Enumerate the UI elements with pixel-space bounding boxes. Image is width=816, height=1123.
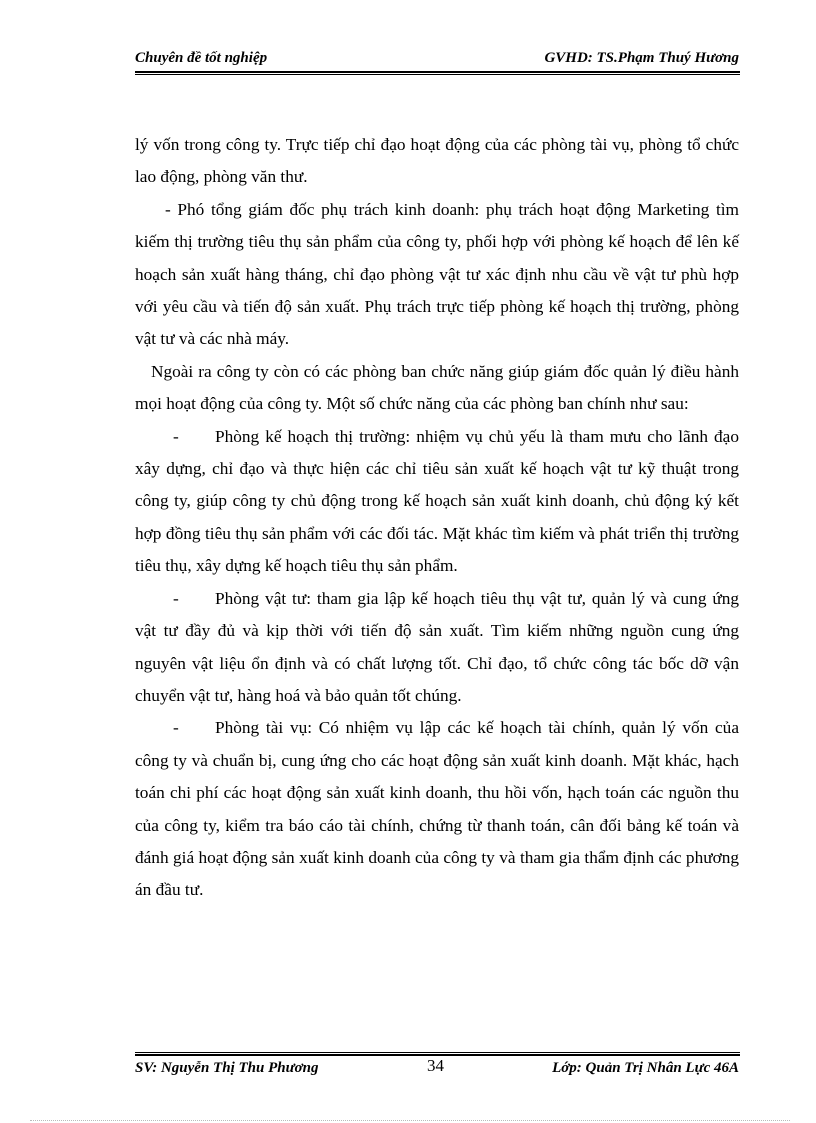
paragraph-continuation: lý vốn trong công ty. Trực tiếp chỉ đạo hoạt động của các phòng tài vụ, phòng tổ chức lao động, phòng văn thư. xyxy=(135,135,739,187)
list-item-planning-department xyxy=(135,421,739,583)
body-text xyxy=(135,129,739,907)
header-document-title: Chuyên đề tốt nghiệp xyxy=(135,50,268,66)
list-item-finance-department xyxy=(135,712,739,906)
page-footer xyxy=(135,1056,739,1082)
bullet-dash: - xyxy=(173,426,179,446)
page-header xyxy=(135,48,739,70)
footer-class-name: Lớp: Quản Trị Nhân Lực 46A xyxy=(552,1060,739,1076)
paragraph-deputy-director: - Phó tổng giám đốc phụ trách kinh doanh: phụ trách hoạt động Marketing tìm kiếm thị trường tiêu thụ sản phẩm của công ty, phối hợp với phòng kế hoạch để lên kế hoạch sản xuất hàng tháng, chỉ đạo phòng vật tư xác định nhu cầu về vật tư phù hợp với yêu cầu và tiến độ sản xuất. Phụ trách trực tiếp phòng kế hoạch thị trường, phòng vật tư và các nhà máy. xyxy=(135,199,739,349)
header-divider xyxy=(135,71,740,73)
bullet-dash: - xyxy=(173,718,179,738)
header-supervisor: GVHD: TS.Phạm Thuý Hương xyxy=(544,50,739,66)
page-edge-line xyxy=(30,1120,790,1121)
footer-divider-thin xyxy=(135,1052,740,1053)
page-number: 34 xyxy=(427,1056,444,1075)
list-item-text: Phòng vật tư: tham gia lập kế hoạch tiêu thụ vật tư, quản lý và cung ứng vật tư đầy đủ và kịp thời với tiến độ sản xuất. Tìm kiếm những nguồn cung ứng nguyên vật liệu ổn định và có chất lượng tốt. Chỉ đạo, tổ chức công tác bốc dỡ vận chuyển vật tư, hàng hoá và bảo quản tốt chúng. xyxy=(135,588,739,705)
footer-student-name: SV: Nguyễn Thị Thu Phương xyxy=(135,1060,319,1076)
list-item-text: Phòng kế hoạch thị trường: nhiệm vụ chủ yếu là tham mưu cho lãnh đạo xây dựng, chỉ đạo và thực hiện các chỉ tiêu sản xuất kế hoạch vật tư kỹ thuật trong công ty, giúp công ty chủ động trong kế hoạch sản xuất kinh doanh, chủ động ký kết hợp đồng tiêu thụ sản phẩm với các đối tác. Mặt khác tìm kiếm và phát triển thị trường tiêu thụ, xây dựng kế hoạch tiêu thụ sản phẩm. xyxy=(135,426,739,576)
list-item-text: Phòng tài vụ: Có nhiệm vụ lập các kế hoạch tài chính, quản lý vốn của công ty và chuẩn bị, cung ứng cho các hoạt động sản xuất kinh doanh. Mặt khác, hạch toán chi phí các hoạt động sản xuất kinh doanh, thu hồi vốn, hạch toán các nguồn thu của công ty, kiểm tra báo cáo tài chính, chứng từ thanh toán, cân đối bảng kế toán và đánh giá hoạt động sản xuất kinh doanh của công ty và tham gia thẩm định các phương án đầu tư. xyxy=(135,718,739,900)
paragraph-departments-intro: Ngoài ra công ty còn có các phòng ban chức năng giúp giám đốc quản lý điều hành mọi hoạt động của công ty. Một số chức năng của các phòng ban chính như sau: xyxy=(135,361,739,414)
list-item-materials-department xyxy=(135,583,739,713)
header-divider-thin xyxy=(135,74,740,75)
bullet-dash: - xyxy=(173,588,179,608)
